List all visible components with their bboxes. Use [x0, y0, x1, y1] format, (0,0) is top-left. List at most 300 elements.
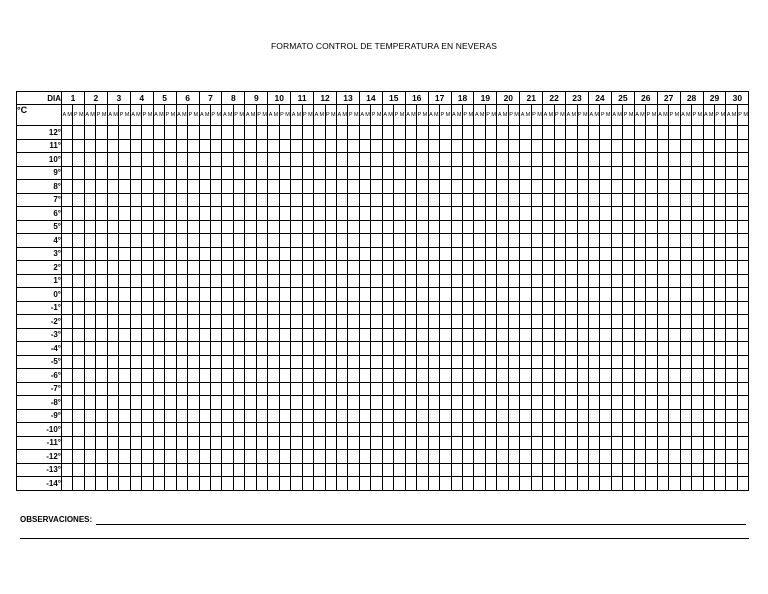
entry-cell[interactable]: [474, 382, 485, 396]
entry-cell[interactable]: [611, 369, 622, 383]
entry-cell[interactable]: [703, 301, 714, 315]
entry-cell[interactable]: [165, 166, 176, 180]
entry-cell[interactable]: [474, 220, 485, 234]
entry-cell[interactable]: [256, 247, 267, 261]
entry-cell[interactable]: [566, 153, 577, 167]
entry-cell[interactable]: [314, 342, 325, 356]
entry-cell[interactable]: [337, 423, 348, 437]
entry-cell[interactable]: [348, 180, 359, 194]
observations-line[interactable]: [96, 524, 746, 525]
entry-cell[interactable]: [703, 355, 714, 369]
entry-cell[interactable]: [382, 463, 393, 477]
entry-cell[interactable]: [737, 477, 748, 491]
entry-cell[interactable]: [130, 355, 141, 369]
entry-cell[interactable]: [646, 301, 657, 315]
entry-cell[interactable]: [577, 369, 588, 383]
entry-cell[interactable]: [107, 261, 118, 275]
entry-cell[interactable]: [703, 288, 714, 302]
entry-cell[interactable]: [485, 234, 496, 248]
entry-cell[interactable]: [497, 355, 508, 369]
entry-cell[interactable]: [737, 450, 748, 464]
entry-cell[interactable]: [531, 463, 542, 477]
entry-cell[interactable]: [657, 328, 668, 342]
entry-cell[interactable]: [84, 193, 95, 207]
entry-cell[interactable]: [325, 328, 336, 342]
entry-cell[interactable]: [646, 180, 657, 194]
entry-cell[interactable]: [520, 126, 531, 140]
entry-cell[interactable]: [474, 288, 485, 302]
entry-cell[interactable]: [417, 153, 428, 167]
entry-cell[interactable]: [520, 288, 531, 302]
entry-cell[interactable]: [245, 234, 256, 248]
entry-cell[interactable]: [279, 261, 290, 275]
entry-cell[interactable]: [451, 261, 462, 275]
entry-cell[interactable]: [680, 153, 691, 167]
entry-cell[interactable]: [405, 126, 416, 140]
entry-cell[interactable]: [233, 477, 244, 491]
entry-cell[interactable]: [130, 166, 141, 180]
entry-cell[interactable]: [337, 477, 348, 491]
entry-cell[interactable]: [577, 234, 588, 248]
entry-cell[interactable]: [611, 220, 622, 234]
entry-cell[interactable]: [463, 234, 474, 248]
entry-cell[interactable]: [588, 396, 599, 410]
entry-cell[interactable]: [256, 396, 267, 410]
entry-cell[interactable]: [84, 409, 95, 423]
entry-cell[interactable]: [554, 328, 565, 342]
entry-cell[interactable]: [394, 315, 405, 329]
entry-cell[interactable]: [130, 315, 141, 329]
entry-cell[interactable]: [107, 436, 118, 450]
entry-cell[interactable]: [325, 355, 336, 369]
entry-cell[interactable]: [188, 328, 199, 342]
entry-cell[interactable]: [142, 126, 153, 140]
entry-cell[interactable]: [600, 153, 611, 167]
entry-cell[interactable]: [485, 193, 496, 207]
entry-cell[interactable]: [394, 328, 405, 342]
entry-cell[interactable]: [188, 450, 199, 464]
entry-cell[interactable]: [73, 382, 84, 396]
entry-cell[interactable]: [646, 315, 657, 329]
entry-cell[interactable]: [588, 234, 599, 248]
entry-cell[interactable]: [348, 355, 359, 369]
entry-cell[interactable]: [279, 180, 290, 194]
entry-cell[interactable]: [474, 166, 485, 180]
entry-cell[interactable]: [348, 436, 359, 450]
entry-cell[interactable]: [268, 382, 279, 396]
entry-cell[interactable]: [588, 193, 599, 207]
entry-cell[interactable]: [657, 180, 668, 194]
entry-cell[interactable]: [165, 274, 176, 288]
entry-cell[interactable]: [291, 193, 302, 207]
entry-cell[interactable]: [737, 274, 748, 288]
entry-cell[interactable]: [417, 463, 428, 477]
entry-cell[interactable]: [531, 423, 542, 437]
entry-cell[interactable]: [245, 261, 256, 275]
entry-cell[interactable]: [142, 477, 153, 491]
entry-cell[interactable]: [405, 180, 416, 194]
entry-cell[interactable]: [359, 220, 370, 234]
entry-cell[interactable]: [96, 369, 107, 383]
entry-cell[interactable]: [417, 234, 428, 248]
entry-cell[interactable]: [657, 463, 668, 477]
entry-cell[interactable]: [73, 153, 84, 167]
entry-cell[interactable]: [440, 382, 451, 396]
entry-cell[interactable]: [588, 328, 599, 342]
entry-cell[interactable]: [531, 369, 542, 383]
entry-cell[interactable]: [485, 220, 496, 234]
entry-cell[interactable]: [119, 261, 130, 275]
entry-cell[interactable]: [256, 463, 267, 477]
entry-cell[interactable]: [291, 261, 302, 275]
entry-cell[interactable]: [726, 423, 737, 437]
entry-cell[interactable]: [359, 247, 370, 261]
entry-cell[interactable]: [669, 261, 680, 275]
entry-cell[interactable]: [119, 328, 130, 342]
entry-cell[interactable]: [703, 234, 714, 248]
entry-cell[interactable]: [302, 382, 313, 396]
entry-cell[interactable]: [680, 180, 691, 194]
entry-cell[interactable]: [165, 423, 176, 437]
entry-cell[interactable]: [417, 126, 428, 140]
entry-cell[interactable]: [62, 139, 73, 153]
entry-cell[interactable]: [566, 261, 577, 275]
entry-cell[interactable]: [210, 409, 221, 423]
entry-cell[interactable]: [588, 463, 599, 477]
entry-cell[interactable]: [474, 369, 485, 383]
entry-cell[interactable]: [153, 423, 164, 437]
entry-cell[interactable]: [428, 166, 439, 180]
entry-cell[interactable]: [485, 301, 496, 315]
entry-cell[interactable]: [566, 369, 577, 383]
entry-cell[interactable]: [382, 423, 393, 437]
entry-cell[interactable]: [96, 315, 107, 329]
entry-cell[interactable]: [474, 247, 485, 261]
entry-cell[interactable]: [84, 355, 95, 369]
entry-cell[interactable]: [279, 315, 290, 329]
entry-cell[interactable]: [680, 274, 691, 288]
entry-cell[interactable]: [508, 463, 519, 477]
entry-cell[interactable]: [348, 369, 359, 383]
entry-cell[interactable]: [497, 180, 508, 194]
entry-cell[interactable]: [428, 355, 439, 369]
entry-cell[interactable]: [692, 274, 703, 288]
entry-cell[interactable]: [233, 355, 244, 369]
entry-cell[interactable]: [119, 193, 130, 207]
entry-cell[interactable]: [726, 207, 737, 221]
entry-cell[interactable]: [325, 450, 336, 464]
entry-cell[interactable]: [199, 207, 210, 221]
entry-cell[interactable]: [165, 220, 176, 234]
entry-cell[interactable]: [600, 315, 611, 329]
entry-cell[interactable]: [634, 450, 645, 464]
entry-cell[interactable]: [623, 409, 634, 423]
entry-cell[interactable]: [577, 328, 588, 342]
entry-cell[interactable]: [142, 409, 153, 423]
entry-cell[interactable]: [440, 409, 451, 423]
entry-cell[interactable]: [634, 274, 645, 288]
entry-cell[interactable]: [268, 423, 279, 437]
entry-cell[interactable]: [256, 423, 267, 437]
entry-cell[interactable]: [199, 423, 210, 437]
entry-cell[interactable]: [348, 139, 359, 153]
entry-cell[interactable]: [210, 315, 221, 329]
entry-cell[interactable]: [577, 382, 588, 396]
entry-cell[interactable]: [130, 450, 141, 464]
entry-cell[interactable]: [279, 288, 290, 302]
entry-cell[interactable]: [737, 139, 748, 153]
entry-cell[interactable]: [611, 450, 622, 464]
entry-cell[interactable]: [508, 396, 519, 410]
entry-cell[interactable]: [417, 450, 428, 464]
entry-cell[interactable]: [73, 126, 84, 140]
entry-cell[interactable]: [371, 126, 382, 140]
entry-cell[interactable]: [256, 153, 267, 167]
entry-cell[interactable]: [669, 315, 680, 329]
entry-cell[interactable]: [508, 315, 519, 329]
entry-cell[interactable]: [394, 274, 405, 288]
entry-cell[interactable]: [153, 342, 164, 356]
entry-cell[interactable]: [222, 369, 233, 383]
entry-cell[interactable]: [611, 207, 622, 221]
entry-cell[interactable]: [371, 139, 382, 153]
entry-cell[interactable]: [222, 328, 233, 342]
entry-cell[interactable]: [646, 328, 657, 342]
entry-cell[interactable]: [96, 409, 107, 423]
entry-cell[interactable]: [680, 126, 691, 140]
entry-cell[interactable]: [726, 463, 737, 477]
entry-cell[interactable]: [657, 126, 668, 140]
entry-cell[interactable]: [394, 301, 405, 315]
entry-cell[interactable]: [703, 274, 714, 288]
entry-cell[interactable]: [325, 382, 336, 396]
entry-cell[interactable]: [119, 180, 130, 194]
entry-cell[interactable]: [107, 355, 118, 369]
entry-cell[interactable]: [417, 342, 428, 356]
entry-cell[interactable]: [176, 288, 187, 302]
entry-cell[interactable]: [325, 193, 336, 207]
entry-cell[interactable]: [623, 153, 634, 167]
entry-cell[interactable]: [119, 369, 130, 383]
entry-cell[interactable]: [359, 477, 370, 491]
entry-cell[interactable]: [359, 463, 370, 477]
entry-cell[interactable]: [96, 463, 107, 477]
entry-cell[interactable]: [245, 153, 256, 167]
entry-cell[interactable]: [634, 369, 645, 383]
entry-cell[interactable]: [520, 207, 531, 221]
entry-cell[interactable]: [233, 423, 244, 437]
entry-cell[interactable]: [268, 369, 279, 383]
entry-cell[interactable]: [463, 207, 474, 221]
entry-cell[interactable]: [222, 261, 233, 275]
entry-cell[interactable]: [382, 315, 393, 329]
entry-cell[interactable]: [291, 234, 302, 248]
entry-cell[interactable]: [657, 423, 668, 437]
entry-cell[interactable]: [737, 234, 748, 248]
entry-cell[interactable]: [417, 247, 428, 261]
entry-cell[interactable]: [371, 342, 382, 356]
entry-cell[interactable]: [314, 220, 325, 234]
entry-cell[interactable]: [256, 288, 267, 302]
entry-cell[interactable]: [508, 166, 519, 180]
entry-cell[interactable]: [279, 409, 290, 423]
entry-cell[interactable]: [577, 477, 588, 491]
entry-cell[interactable]: [669, 342, 680, 356]
entry-cell[interactable]: [554, 247, 565, 261]
entry-cell[interactable]: [440, 477, 451, 491]
entry-cell[interactable]: [199, 301, 210, 315]
entry-cell[interactable]: [646, 220, 657, 234]
entry-cell[interactable]: [348, 247, 359, 261]
entry-cell[interactable]: [176, 153, 187, 167]
entry-cell[interactable]: [520, 193, 531, 207]
entry-cell[interactable]: [279, 436, 290, 450]
entry-cell[interactable]: [543, 193, 554, 207]
entry-cell[interactable]: [405, 423, 416, 437]
entry-cell[interactable]: [646, 423, 657, 437]
entry-cell[interactable]: [428, 369, 439, 383]
entry-cell[interactable]: [119, 315, 130, 329]
entry-cell[interactable]: [279, 423, 290, 437]
entry-cell[interactable]: [531, 180, 542, 194]
entry-cell[interactable]: [107, 423, 118, 437]
entry-cell[interactable]: [165, 247, 176, 261]
entry-cell[interactable]: [96, 274, 107, 288]
entry-cell[interactable]: [531, 396, 542, 410]
entry-cell[interactable]: [600, 193, 611, 207]
entry-cell[interactable]: [394, 382, 405, 396]
entry-cell[interactable]: [508, 288, 519, 302]
entry-cell[interactable]: [634, 193, 645, 207]
entry-cell[interactable]: [96, 153, 107, 167]
entry-cell[interactable]: [73, 409, 84, 423]
entry-cell[interactable]: [210, 450, 221, 464]
entry-cell[interactable]: [508, 180, 519, 194]
entry-cell[interactable]: [176, 261, 187, 275]
entry-cell[interactable]: [669, 126, 680, 140]
entry-cell[interactable]: [463, 288, 474, 302]
entry-cell[interactable]: [222, 153, 233, 167]
entry-cell[interactable]: [222, 180, 233, 194]
entry-cell[interactable]: [302, 463, 313, 477]
entry-cell[interactable]: [314, 234, 325, 248]
entry-cell[interactable]: [256, 382, 267, 396]
entry-cell[interactable]: [222, 139, 233, 153]
entry-cell[interactable]: [657, 382, 668, 396]
entry-cell[interactable]: [382, 139, 393, 153]
entry-cell[interactable]: [588, 450, 599, 464]
entry-cell[interactable]: [417, 301, 428, 315]
entry-cell[interactable]: [348, 450, 359, 464]
entry-cell[interactable]: [405, 234, 416, 248]
entry-cell[interactable]: [62, 288, 73, 302]
entry-cell[interactable]: [279, 342, 290, 356]
entry-cell[interactable]: [692, 193, 703, 207]
entry-cell[interactable]: [577, 342, 588, 356]
entry-cell[interactable]: [451, 139, 462, 153]
entry-cell[interactable]: [566, 288, 577, 302]
entry-cell[interactable]: [485, 463, 496, 477]
entry-cell[interactable]: [314, 166, 325, 180]
entry-cell[interactable]: [577, 207, 588, 221]
entry-cell[interactable]: [737, 436, 748, 450]
entry-cell[interactable]: [600, 301, 611, 315]
entry-cell[interactable]: [417, 193, 428, 207]
entry-cell[interactable]: [153, 315, 164, 329]
entry-cell[interactable]: [497, 369, 508, 383]
entry-cell[interactable]: [600, 261, 611, 275]
entry-cell[interactable]: [165, 369, 176, 383]
entry-cell[interactable]: [210, 139, 221, 153]
entry-cell[interactable]: [107, 301, 118, 315]
entry-cell[interactable]: [623, 207, 634, 221]
entry-cell[interactable]: [428, 139, 439, 153]
entry-cell[interactable]: [692, 409, 703, 423]
entry-cell[interactable]: [359, 274, 370, 288]
entry-cell[interactable]: [531, 409, 542, 423]
entry-cell[interactable]: [302, 261, 313, 275]
entry-cell[interactable]: [394, 126, 405, 140]
entry-cell[interactable]: [680, 342, 691, 356]
entry-cell[interactable]: [325, 207, 336, 221]
entry-cell[interactable]: [497, 342, 508, 356]
entry-cell[interactable]: [176, 423, 187, 437]
entry-cell[interactable]: [394, 477, 405, 491]
entry-cell[interactable]: [325, 288, 336, 302]
entry-cell[interactable]: [62, 436, 73, 450]
entry-cell[interactable]: [314, 382, 325, 396]
entry-cell[interactable]: [428, 288, 439, 302]
entry-cell[interactable]: [497, 193, 508, 207]
entry-cell[interactable]: [566, 301, 577, 315]
entry-cell[interactable]: [566, 247, 577, 261]
entry-cell[interactable]: [176, 207, 187, 221]
entry-cell[interactable]: [566, 342, 577, 356]
entry-cell[interactable]: [130, 139, 141, 153]
entry-cell[interactable]: [107, 193, 118, 207]
entry-cell[interactable]: [428, 423, 439, 437]
entry-cell[interactable]: [646, 234, 657, 248]
entry-cell[interactable]: [714, 355, 725, 369]
entry-cell[interactable]: [130, 369, 141, 383]
entry-cell[interactable]: [130, 382, 141, 396]
entry-cell[interactable]: [463, 328, 474, 342]
entry-cell[interactable]: [646, 463, 657, 477]
entry-cell[interactable]: [703, 477, 714, 491]
entry-cell[interactable]: [62, 382, 73, 396]
entry-cell[interactable]: [543, 315, 554, 329]
entry-cell[interactable]: [337, 315, 348, 329]
entry-cell[interactable]: [199, 234, 210, 248]
entry-cell[interactable]: [291, 153, 302, 167]
entry-cell[interactable]: [497, 126, 508, 140]
entry-cell[interactable]: [577, 139, 588, 153]
entry-cell[interactable]: [623, 355, 634, 369]
entry-cell[interactable]: [566, 477, 577, 491]
entry-cell[interactable]: [302, 355, 313, 369]
entry-cell[interactable]: [623, 369, 634, 383]
entry-cell[interactable]: [325, 463, 336, 477]
entry-cell[interactable]: [428, 207, 439, 221]
entry-cell[interactable]: [84, 301, 95, 315]
entry-cell[interactable]: [165, 463, 176, 477]
entry-cell[interactable]: [737, 369, 748, 383]
entry-cell[interactable]: [222, 207, 233, 221]
entry-cell[interactable]: [405, 166, 416, 180]
entry-cell[interactable]: [440, 369, 451, 383]
entry-cell[interactable]: [62, 180, 73, 194]
entry-cell[interactable]: [417, 166, 428, 180]
